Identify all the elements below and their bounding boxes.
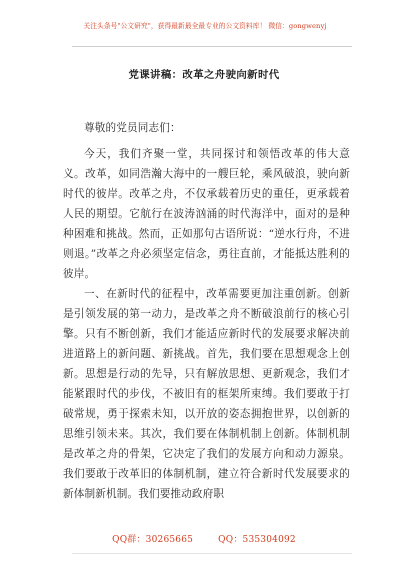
paragraph-section-one: 一、在新时代的征程中，改革需要更加注重创新。创新是引领发展的第一动力，是改革之舟不断破浪前行的核心引擎。只有不断创新，我们才能适应新时代的发展要求解决前进道路上的新问题、新挑战。首先，我们要在思想观念上创新。思想是行动的先导，只有解放思想、更新观念，我们才能紧跟时代的步伐，不被旧有的框架所束缚。我们要敢于打破常规，勇于探索未知，以开放的姿态拥抱世界，以创新的思维引领未来。其次，我们要在体制机制上创新。体制机制是改革之舟的骨架，它决定了我们的发展方向和动力源泉。我们要敢于改革旧的体制机制，建立符合新时代发展要求的新体制新机制。我们要推动政府职	[63, 288, 350, 500]
salutation: 尊敬的党员同志们：	[84, 122, 181, 134]
footer-contact	[0, 532, 408, 545]
footer-qq-group: QQ群：30265665	[112, 535, 194, 545]
document-title: 党课讲稿：改革之舟驶向新时代	[128, 69, 280, 81]
document-body	[63, 118, 350, 504]
footer-divider	[72, 553, 352, 554]
footer-qq: QQ：535304092	[218, 535, 296, 545]
paragraph-intro: 今天，我们齐聚一堂，共同探讨和领悟改革的伟大意义。改革，如同浩瀚大海中的一艘巨轮，乘风破浪，驶向新时代的彼岸。改革之舟，不仅承载着历史的重任，更承载着人民的期望。它航行在波涛汹涌的时代海洋中，面对的是种种困难和挑战。然而，正如那句古语所说：“逆水行舟，不进则退。”改革之舟必须坚定信念，勇往直前，才能抵达胜利的彼岸。	[63, 148, 350, 280]
header-banner: 关注头条号"公文研究"，获得最新最全最专业的公文资料库！ 微信：gongwenyj	[83, 22, 327, 30]
header-divider	[72, 46, 352, 47]
